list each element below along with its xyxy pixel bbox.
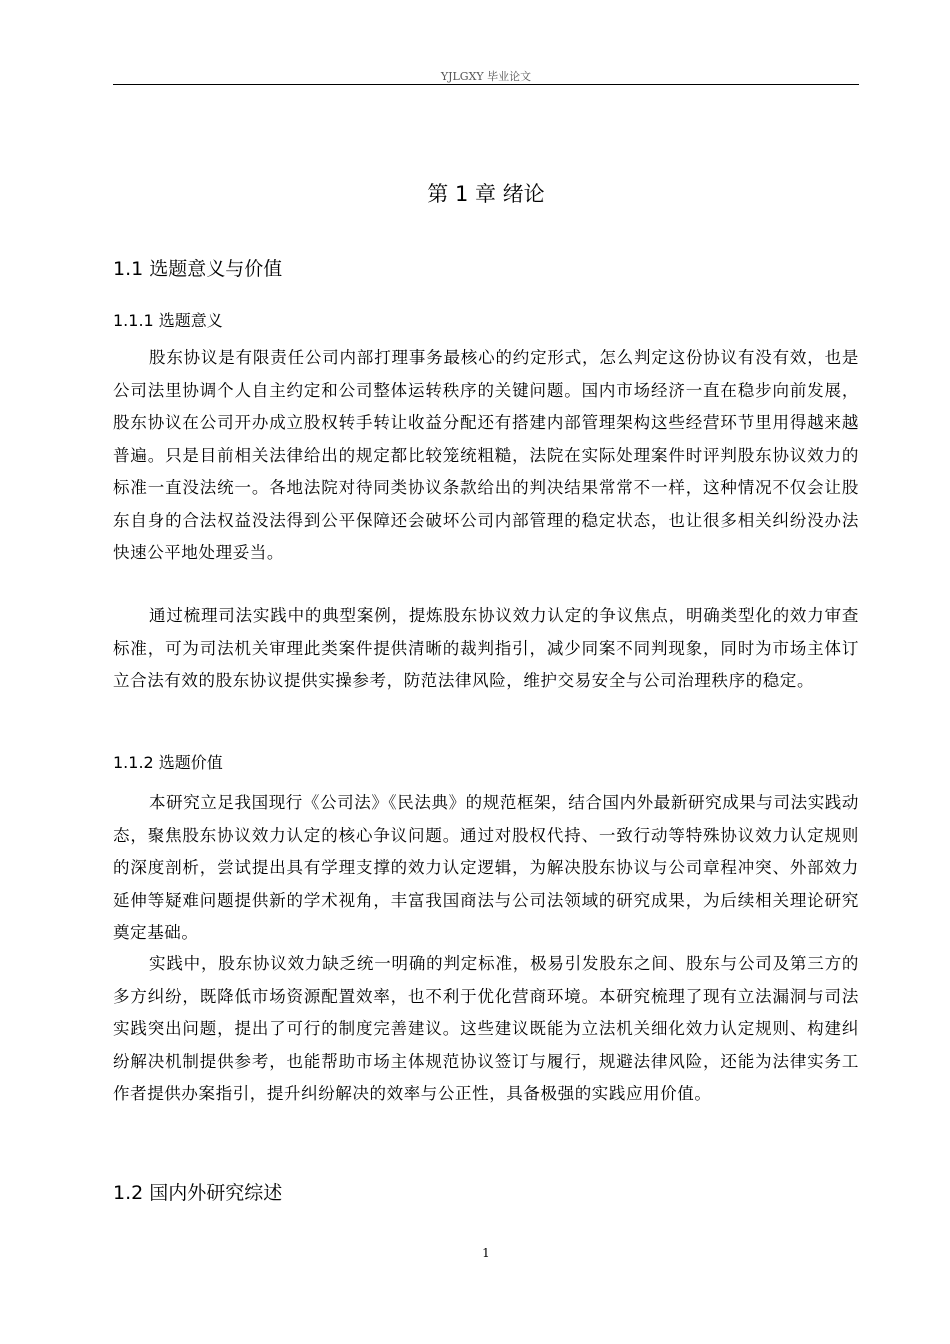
paragraph-1-1-1-a: 股东协议是有限责任公司内部打理事务最核心的约定形式，怎么判定这份协议有没有效，也是公司法里协调个人自主约定和公司整体运转秩序的关键问题。国内市场经济一直在稳步向前发展，股东协议在公司开办成立股权转手转让收益分配还有搭建内部管理架构这些经营环节里用得越来越普遍。只是目前相关法律给出的规定都比较笼统粗糙，法院在实际处理案件时评判股东协议效力的标准一直没法统一。各地法院对待同类协议条款给出的判决结果常常不一样，这种情况不仅会让股东自身的合法权益没法得到公平保障还会破坏公司内部管理的稳定状态，也让很多相关纠纷没办法快速公平地处理妥当。 (113, 348, 859, 562)
section-1-2-heading: 1.2 国内外研究综述 (113, 1182, 283, 1204)
chapter-title: 第 1 章 绪论 (427, 182, 545, 206)
paragraph-1-1-1-b: 通过梳理司法实践中的典型案例，提炼股东协议效力认定的争议焦点，明确类型化的效力审查标准，可为司法机关审理此类案件提供清晰的裁判指引，减少同案不同判现象，同时为市场主体订立合法有效的股东协议提供实操参考，防范法律风险，维护交易安全与公司治理秩序的稳定。 (113, 606, 859, 690)
paragraph-1-1-2-a: 本研究立足我国现行《公司法》《民法典》的规范框架，结合国内外最新研究成果与司法实践动态，聚焦股东协议效力认定的核心争议问题。通过对股权代持、一致行动等特殊协议效力认定规则的深度剖析，尝试提出具有学理支撑的效力认定逻辑，为解决股东协议与公司章程冲突、外部效力延伸等疑难问题提供新的学术视角，丰富我国商法与公司法领域的研究成果，为后续相关理论研究奠定基础。 (113, 793, 859, 942)
paragraph-1-1-2-b: 实践中，股东协议效力缺乏统一明确的判定标准，极易引发股东之间、股东与公司及第三方的多方纠纷，既降低市场资源配置效率，也不利于优化营商环境。本研究梳理了现有立法漏洞与司法实践突出问题，提出了可行的制度完善建议。这些建议既能为立法机关细化效力认定规则、构建纠纷解决机制提供参考，也能帮助市场主体规范协议签订与履行，规避法律风险，还能为法律实务工作者提供办案指引，提升纠纷解决的效率与公正性，具备极强的实践应用价值。 (113, 954, 859, 1103)
header-rule (113, 84, 859, 85)
subsection-1-1-2-heading: 1.1.2 选题价值 (113, 753, 223, 772)
page-number: 1 (482, 1246, 490, 1260)
section-1-1-heading: 1.1 选题意义与价值 (113, 258, 283, 280)
running-header: YJLGXY 毕业论文 (440, 70, 532, 83)
subsection-1-1-1-heading: 1.1.1 选题意义 (113, 311, 223, 330)
